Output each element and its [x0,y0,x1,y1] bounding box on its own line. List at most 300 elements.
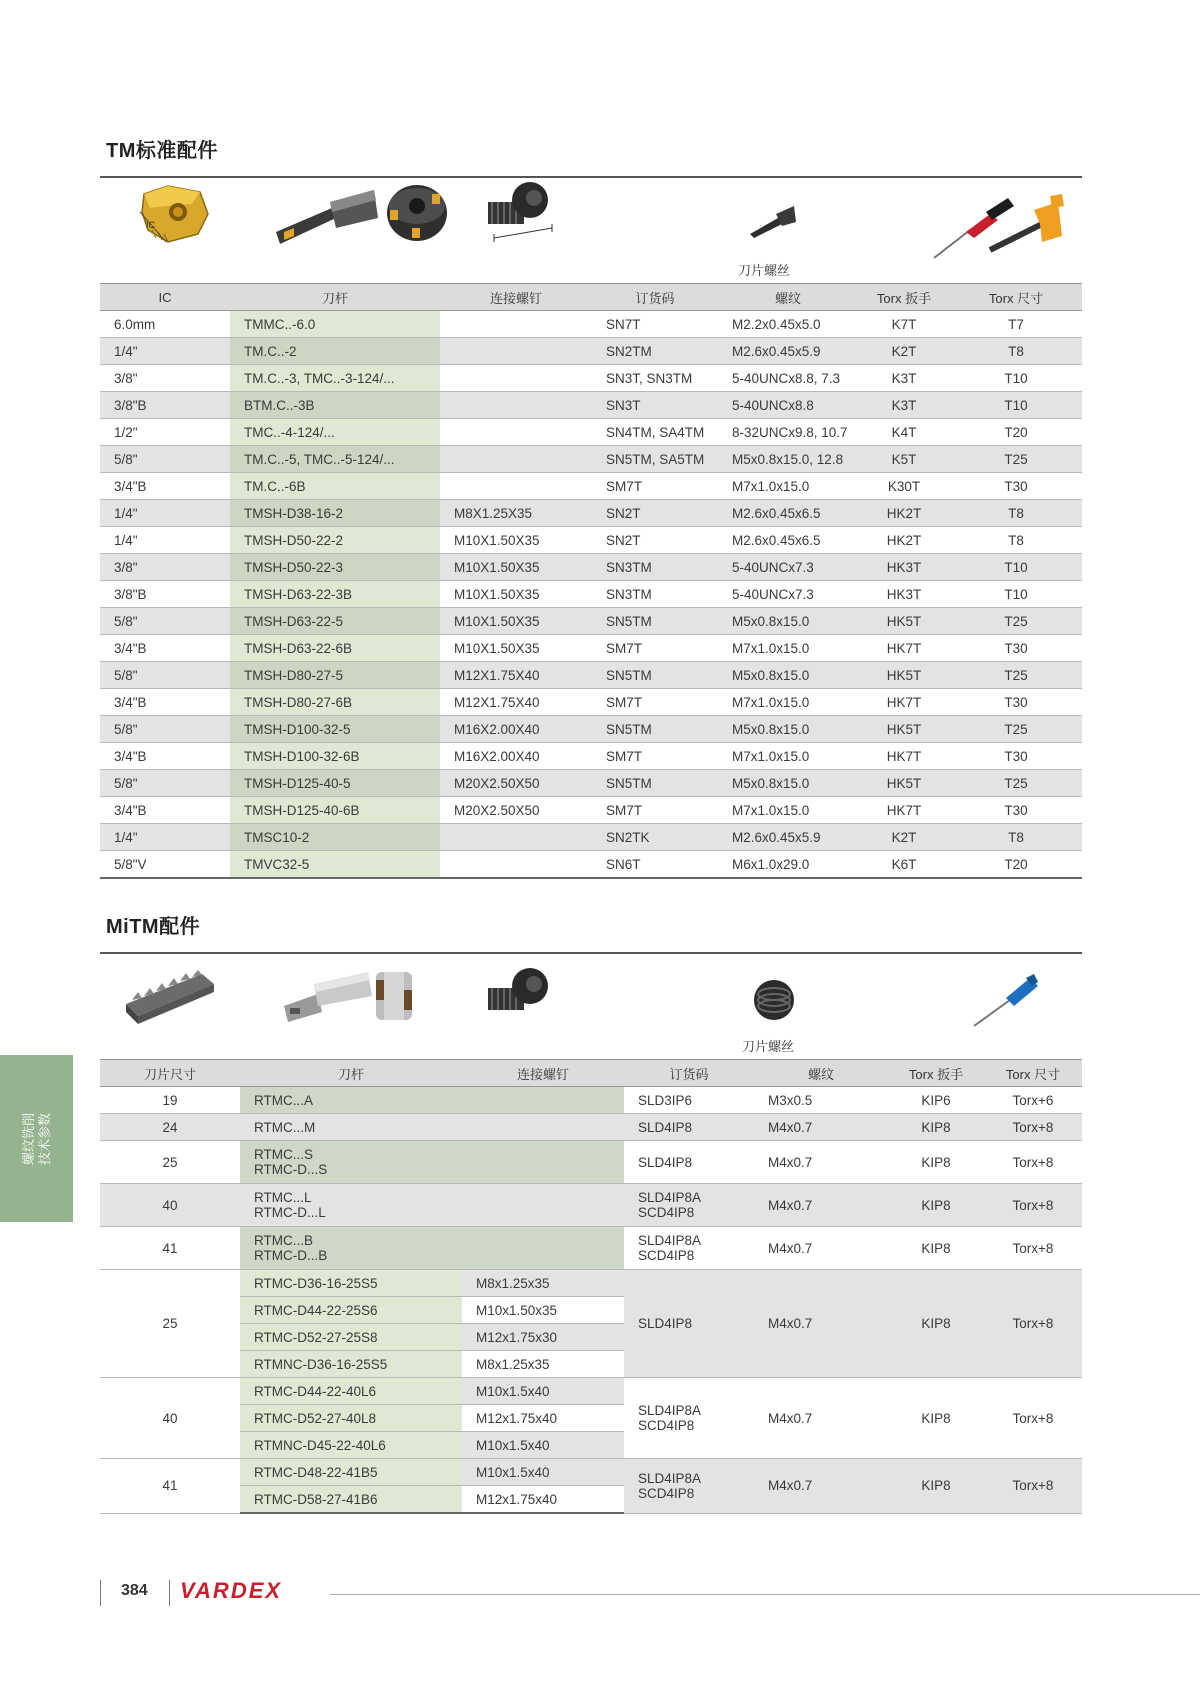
table-row [100,392,1082,419]
mitm-cutter-image [372,966,418,1026]
torx-size-cell: Torx+6 [984,1087,1082,1114]
table-row [100,1227,1082,1270]
ic-cell: 3/4"B [100,743,230,770]
cell-line: RTMC...A [254,1092,314,1108]
ic-cell: 5/8"V [100,851,230,879]
order-code-cell: SN5TM [592,716,718,743]
ic-cell: 1/4" [100,824,230,851]
clamp-screw-cell [440,311,592,338]
header-clamp-screw: 连接螺钉 [462,1060,624,1087]
table-row [100,743,1082,770]
torx-wrench-cell: HK3T [858,554,950,581]
holder-cell: TM.C..-5, TMC..-5-124/... [230,446,440,473]
thread-cell: M2.6x0.45x5.9 [718,824,858,851]
header-order-code: 订货码 [624,1060,754,1087]
clamp-screw-cell: M10x1.5x40 [462,1432,624,1459]
torx-wrench-cell: K2T [858,338,950,365]
mitm-holder-image [278,970,374,1024]
thread-cell: 5-40UNCx8.8, 7.3 [718,365,858,392]
insert-size-cell: 40 [100,1184,240,1227]
holder-cell [240,1141,462,1184]
order-code-cell: SN3T [592,392,718,419]
clamp-screw-cell: M20X2.50X50 [440,797,592,824]
torx-size-cell: T30 [950,689,1082,716]
section-title-mitm: MiTM配件 [106,916,201,938]
brand-logo: VARDEX [180,1578,283,1603]
page-number: 384 [121,1582,148,1599]
ic-cell: 3/8" [100,554,230,581]
clamp-screw-cell [440,473,592,500]
thread-cell: M6x1.0x29.0 [718,851,858,879]
order-code-cell: SM7T [592,635,718,662]
cell-line: SLD4IP8A [638,1233,702,1248]
order-code-cell: SN5TM [592,662,718,689]
thread-cell: M4x0.7 [754,1141,888,1184]
holder-cell: TM.C..-6B [230,473,440,500]
tm-accessories-table [100,283,1082,879]
clamp-screw-cell [440,824,592,851]
ic-cell: 3/8" [100,365,230,392]
torx-size-cell: T8 [950,338,1082,365]
order-code-cell: SN2TM [592,338,718,365]
clamp-screw-cell: M16X2.00X40 [440,743,592,770]
cell-line: RTMC-D...L [254,1205,326,1220]
holder-cell [240,1227,462,1270]
torx-size-cell: T20 [950,851,1082,879]
clamp-screw-cell [462,1114,624,1141]
mitm-insert-screw-image [750,978,798,1024]
ic-cell: 6.0mm [100,311,230,338]
table-row [100,689,1082,716]
torx-wrench-cell: KIP8 [888,1141,984,1184]
table-header [100,284,1082,311]
thread-cell: M5x0.8x15.0 [718,716,858,743]
header-holder: 刀杆 [240,1060,462,1087]
torx-wrench-cell: K7T [858,311,950,338]
clamp-screw-cell [440,365,592,392]
torx-wrench-cell: K4T [858,419,950,446]
order-code-cell: SN7T [592,311,718,338]
torx-wrench-cell: K30T [858,473,950,500]
table-row [100,419,1082,446]
cell-line: RTMC-D...B [254,1248,328,1263]
torx-wrench-cell: K3T [858,392,950,419]
order-code-cell: SN2TK [592,824,718,851]
torx-size-cell: T25 [950,662,1082,689]
torx-size-cell: T7 [950,311,1082,338]
holder-cell: TMSH-D63-22-6B [230,635,440,662]
header-ic: IC [100,284,230,311]
torx-size-cell: T30 [950,473,1082,500]
holder-cell: TMSH-D38-16-2 [230,500,440,527]
ic-cell: 5/8" [100,716,230,743]
thread-cell: M5x0.8x15.0 [718,608,858,635]
holder-cell [240,1184,462,1227]
clamp-screw-cell [462,1184,624,1227]
table-row [100,581,1082,608]
chapter-side-tab[interactable] [0,1055,73,1222]
torx-size-cell: Torx+8 [984,1378,1082,1459]
table-row [100,770,1082,797]
table-row [100,608,1082,635]
section-title-tm: TM标准配件 [106,140,218,162]
holder-cell: TMMC..-6.0 [230,311,440,338]
thread-cell: M7x1.0x15.0 [718,635,858,662]
order-code-cell: SM7T [592,473,718,500]
clamp-screw-cell [462,1227,624,1270]
clamp-screw-cell [440,419,592,446]
holder-cell: RTMC-D52-27-40L8 [240,1405,462,1432]
thread-cell: M4x0.7 [754,1184,888,1227]
holder-cell: TMSC10-2 [230,824,440,851]
torx-size-cell: T25 [950,716,1082,743]
torx-size-cell: T30 [950,797,1082,824]
insert-size-cell: 24 [100,1114,240,1141]
holder-cell [240,1114,462,1141]
torx-wrench-cell: HK7T [858,635,950,662]
insert-screw-image [748,204,798,240]
table-row [100,527,1082,554]
thread-cell: 5-40UNCx7.3 [718,554,858,581]
insert-size-cell: 25 [100,1270,240,1378]
ic-cell: 5/8" [100,770,230,797]
holder-cell: TMSH-D80-27-5 [230,662,440,689]
thread-cell: 5-40UNCx7.3 [718,581,858,608]
table-row [100,716,1082,743]
torx-size-cell: Torx+8 [984,1270,1082,1378]
torx-size-cell: T8 [950,824,1082,851]
holder-cell: RTMC-D44-22-40L6 [240,1378,462,1405]
tm-accessory-images [100,180,1082,280]
table-row [100,662,1082,689]
torx-wrench-cell: KIP8 [888,1459,984,1514]
torx-wrench-cell: KIP8 [888,1270,984,1378]
torx-wrench-cell: HK7T [858,797,950,824]
torx-size-cell: T10 [950,554,1082,581]
order-code-cell: SN2T [592,527,718,554]
torx-size-cell: T8 [950,500,1082,527]
thread-cell: M5x0.8x15.0, 12.8 [718,446,858,473]
insert-size-cell: 40 [100,1378,240,1459]
order-code-cell: SN4TM, SA4TM [592,419,718,446]
thread-cell: M4x0.7 [754,1378,888,1459]
table-row [100,500,1082,527]
ic-cell: 3/4"B [100,689,230,716]
ic-cell: 3/8"B [100,392,230,419]
mitm-clamp-screw-image [482,964,560,1034]
cell-line: SCD4IP8 [638,1205,695,1220]
order-code-cell: SM7T [592,743,718,770]
torx-size-cell: T30 [950,743,1082,770]
clamp-screw-cell: M12x1.75x40 [462,1405,624,1432]
header-clamp-screw: 连接螺钉 [440,284,592,311]
holder-cell: TM.C..-3, TMC..-3-124/... [230,365,440,392]
clamp-screw-image [482,180,560,258]
clamp-screw-cell: M12X1.75X40 [440,662,592,689]
holder-cell: RTMC-D36-16-25S5 [240,1270,462,1297]
mitm-accessory-images [100,958,1082,1058]
ic-cell: 3/8"B [100,581,230,608]
thread-cell: 5-40UNCx8.8 [718,392,858,419]
cell-line: SLD4IP8A [638,1190,702,1205]
thread-cell: M4x0.7 [754,1114,888,1141]
cell-line: RTMC...L [254,1190,312,1205]
cell-line: SLD4IP8 [638,1119,693,1135]
torx-wrench-cell: HK3T [858,581,950,608]
cell-line: SLD4IP8A [638,1470,702,1486]
thread-cell: M7x1.0x15.0 [718,689,858,716]
torx-wrench-cell: K3T [858,365,950,392]
side-tab-line-1: 螺纹铣削 [20,1112,36,1165]
ic-cell: 3/4"B [100,635,230,662]
holder-cell: RTMNC-D36-16-25S5 [240,1351,462,1378]
footer-divider [169,1580,170,1606]
thread-mill-insert-image [122,968,218,1028]
cell-line: RTMC-D...S [254,1162,328,1177]
cell-line: RTMC...M [254,1119,316,1135]
mitm-torx-wrench-image [970,972,1040,1030]
holder-cell: TMSH-D125-40-5 [230,770,440,797]
table-row [100,365,1082,392]
section-rule [100,176,1082,178]
mitm-accessories-table [100,1059,1082,1514]
torx-wrench-cell: HK2T [858,527,950,554]
insert-size-cell: 41 [100,1227,240,1270]
order-code-cell: SM7T [592,797,718,824]
clamp-screw-cell [440,338,592,365]
cell-line: SLD4IP8 [638,1316,693,1331]
order-code-cell [624,1184,754,1227]
torx-size-cell: T30 [950,635,1082,662]
header-holder: 刀杆 [230,284,440,311]
header-torx-size: Torx 尺寸 [984,1060,1082,1087]
cell-line: SCD4IP8 [638,1418,695,1433]
torx-size-cell: T10 [950,365,1082,392]
table-row [100,851,1082,879]
ic-cell: 3/4"B [100,797,230,824]
order-code-cell [624,1114,754,1141]
header-insert-size: 刀片尺寸 [100,1060,240,1087]
torx-size-cell: Torx+8 [984,1114,1082,1141]
torx-wrench-cell: KIP8 [888,1184,984,1227]
holder-cell: BTM.C..-3B [230,392,440,419]
clamp-screw-cell: M10x1.50x35 [462,1297,624,1324]
order-code-cell: SN3TM [592,554,718,581]
header-thread: 螺纹 [718,284,858,311]
clamp-screw-cell: M12x1.75x30 [462,1324,624,1351]
order-code-cell: SN5TM, SA5TM [592,446,718,473]
clamp-screw-cell: M10X1.50X35 [440,635,592,662]
clamp-screw-cell: M8x1.25x35 [462,1270,624,1297]
table-row [100,635,1082,662]
header-thread: 螺纹 [754,1060,888,1087]
holder-cell: RTMC-D58-27-41B6 [240,1486,462,1514]
order-code-cell [624,1270,754,1378]
order-code-cell [624,1459,754,1514]
footer-divider [100,1580,101,1606]
table-row [100,1270,1082,1297]
torx-size-cell: T10 [950,392,1082,419]
cell-line: SCD4IP8 [638,1248,695,1263]
thread-cell: M4x0.7 [754,1459,888,1514]
ic-cell: 5/8" [100,608,230,635]
order-code-cell [624,1227,754,1270]
clamp-screw-cell: M12X1.75X40 [440,689,592,716]
torx-wrench-cell: HK5T [858,770,950,797]
thread-cell: M7x1.0x15.0 [718,797,858,824]
torx-wrench-cell: KIP8 [888,1114,984,1141]
holder-cell: TMSH-D50-22-3 [230,554,440,581]
torx-size-cell: T8 [950,527,1082,554]
table-row [100,1459,1082,1486]
torx-wrench-cell: K6T [858,851,950,879]
tm-image-caption: 刀片螺丝 [738,263,791,278]
torx-size-cell: Torx+8 [984,1227,1082,1270]
order-code-cell: SN5TM [592,608,718,635]
table-row [100,797,1082,824]
torx-wrench-cell: KIP8 [888,1227,984,1270]
holder-cell: TMVC32-5 [230,851,440,879]
thread-cell: M4x0.7 [754,1270,888,1378]
table-row [100,1184,1082,1227]
clamp-screw-cell: M10x1.5x40 [462,1378,624,1405]
insert-ic-label: IC [146,220,155,230]
tool-holder-image [272,188,380,246]
section-rule [100,952,1082,954]
torx-wrench-cell: HK5T [858,716,950,743]
order-code-cell: SN5TM [592,770,718,797]
thread-cell: M5x0.8x15.0 [718,770,858,797]
clamp-screw-cell: M10X1.50X35 [440,527,592,554]
holder-cell: TMSH-D50-22-2 [230,527,440,554]
insert-size-cell: 19 [100,1087,240,1114]
order-code-cell: SN3TM [592,581,718,608]
side-tab-line-2: 技术参数 [36,1112,52,1165]
order-code-cell [624,1378,754,1459]
header-torx-size: Torx 尺寸 [950,284,1082,311]
footer-rule [330,1594,1200,1595]
insert-size-cell: 25 [100,1141,240,1184]
header-order-code: 订货码 [592,284,718,311]
ic-cell: 1/2" [100,419,230,446]
cell-line: SLD3IP6 [638,1092,693,1108]
torx-wrench-cell: HK7T [858,689,950,716]
clamp-screw-cell [440,851,592,879]
torx-wrench-cell: HK2T [858,500,950,527]
ic-cell: 5/8" [100,662,230,689]
insert-image [138,184,214,246]
order-code-cell [624,1087,754,1114]
clamp-screw-cell: M10X1.50X35 [440,608,592,635]
torx-wrench-cell: HK7T [858,743,950,770]
cell-line: SLD4IP8A [638,1403,702,1418]
table-row [100,824,1082,851]
table-row [100,446,1082,473]
clamp-screw-cell: M10X1.50X35 [440,554,592,581]
holder-cell: TMSH-D100-32-6B [230,743,440,770]
torx-wrench-cell: HK5T [858,662,950,689]
header-torx-wrench: Torx 扳手 [858,284,950,311]
order-code-cell: SN6T [592,851,718,879]
thread-cell: M3x0.5 [754,1087,888,1114]
clamp-screw-cell: M10X1.50X35 [440,581,592,608]
ic-cell: 1/4" [100,527,230,554]
thread-cell: M5x0.8x15.0 [718,662,858,689]
clamp-screw-cell [440,392,592,419]
order-code-cell: SN2T [592,500,718,527]
torx-size-cell: Torx+8 [984,1141,1082,1184]
order-code-cell: SM7T [592,689,718,716]
holder-cell: RTMC-D52-27-25S8 [240,1324,462,1351]
thread-cell: M7x1.0x15.0 [718,743,858,770]
order-code-cell [624,1141,754,1184]
thread-cell: M2.6x0.45x6.5 [718,527,858,554]
thread-cell: M2.6x0.45x6.5 [718,500,858,527]
clamp-screw-cell [462,1141,624,1184]
clamp-screw-cell [440,446,592,473]
cell-line: RTMC...S [254,1147,314,1162]
cell-line: SLD4IP8 [638,1154,693,1170]
thread-cell: M7x1.0x15.0 [718,473,858,500]
holder-cell: TMSH-D100-32-5 [230,716,440,743]
clamp-screw-cell: M10x1.5x40 [462,1459,624,1486]
torx-size-cell: T10 [950,581,1082,608]
cutter-head-image [384,180,450,246]
clamp-screw-cell: M8X1.25X35 [440,500,592,527]
thread-cell: 8-32UNCx9.8, 10.7 [718,419,858,446]
table-row [100,1114,1082,1141]
mitm-image-caption: 刀片螺丝 [742,1039,795,1054]
torx-size-cell: T25 [950,770,1082,797]
torx-size-cell: Torx+8 [984,1459,1082,1514]
torx-wrench-cell: K2T [858,824,950,851]
ic-cell: 1/4" [100,338,230,365]
torx-size-cell: T25 [950,446,1082,473]
holder-cell: TM.C..-2 [230,338,440,365]
table-row [100,311,1082,338]
cell-line: SCD4IP8 [638,1485,695,1501]
holder-cell: TMC..-4-124/... [230,419,440,446]
holder-cell: TMSH-D63-22-5 [230,608,440,635]
thread-cell: M2.6x0.45x5.9 [718,338,858,365]
ic-cell: 5/8" [100,446,230,473]
holder-cell: TMSH-D125-40-6B [230,797,440,824]
holder-cell: RTMC-D48-22-41B5 [240,1459,462,1486]
table-row [100,1141,1082,1184]
clamp-screw-cell [462,1087,624,1114]
table-row [100,338,1082,365]
torx-wrench-cell: KIP8 [888,1378,984,1459]
cell-line: RTMC...B [254,1233,314,1248]
torx-wrench-cell: HK5T [858,608,950,635]
clamp-screw-cell: M16X2.00X40 [440,716,592,743]
torx-size-cell: T25 [950,608,1082,635]
table-row [100,1378,1082,1405]
order-code-cell: SN3T, SN3TM [592,365,718,392]
torx-wrench-cell: KIP6 [888,1087,984,1114]
insert-size-cell: 41 [100,1459,240,1514]
clamp-screw-cell: M8x1.25x35 [462,1351,624,1378]
clamp-screw-cell: M12x1.75x40 [462,1486,624,1514]
holder-cell: RTMNC-D45-22-40L6 [240,1432,462,1459]
holder-cell: RTMC-D44-22-25S6 [240,1297,462,1324]
thread-cell: M2.2x0.45x5.0 [718,311,858,338]
thread-cell: M4x0.7 [754,1227,888,1270]
table-row [100,554,1082,581]
holder-cell [240,1087,462,1114]
table-row [100,473,1082,500]
holder-cell: TMSH-D80-27-6B [230,689,440,716]
